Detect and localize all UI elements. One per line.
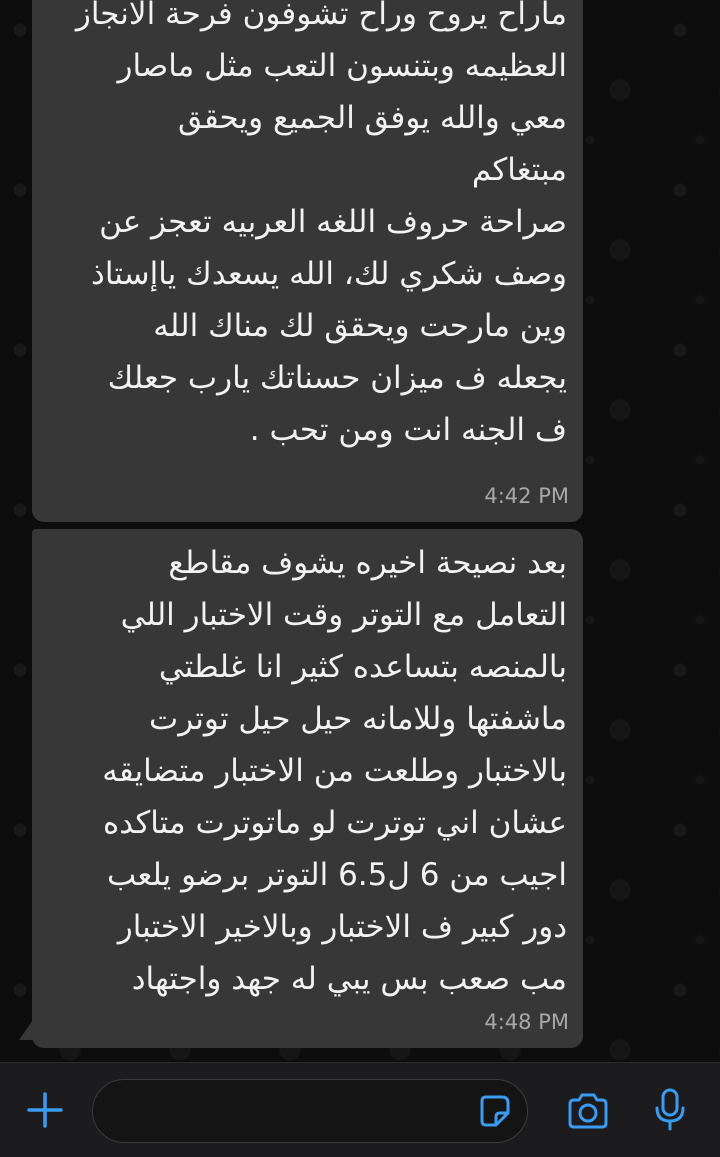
microphone-icon — [654, 1088, 686, 1132]
sticker-button[interactable] — [472, 1089, 516, 1133]
message-input[interactable] — [92, 1079, 528, 1143]
message-timestamp: 4:42 PM — [484, 484, 569, 508]
message-text: بعد نصيحة اخيره يشوف مقاطع التعامل مع التوتر وقت الاختبار اللي بالمنصه بتساعده كثير انا غلطتي ماشفتها وللامانه حيل حيل توترت بالاختبار وطلعت من الاختبار متضايقه عشان اني توترت لو ماتوترت متاكده اجيب من 6 ل6.5 التوتر برضو يلعب دور كبير ف الاختبار وبالاخير الاختبار مب صعب بس يبي له جهد واجتهاد — [102, 545, 567, 997]
message-composer-bar — [0, 1062, 720, 1157]
microphone-button[interactable] — [648, 1085, 692, 1135]
attach-button[interactable] — [22, 1087, 68, 1133]
message-bubble-tail — [19, 1020, 33, 1040]
message-bubble[interactable] — [32, 529, 583, 1048]
message-text: ماراح يروح وراح تشوفون فرحة الانجاز العظيمه وبتنسون التعب مثل ماصار معي والله يوفق الجميع ويحقق مبتغاكم صراحة حروف اللغه العربيه تعجز عن وصف شكري لك، الله يسعدك ياإستاذ وين مارحت ويحقق لك مناك الله يجعله ف ميزان حسناتك يارب جعلك ف الجنه انت ومن تحب . — [75, 0, 567, 448]
sticker-icon — [476, 1093, 512, 1129]
message-timestamp: 4:48 PM — [484, 1010, 569, 1034]
message-bubble[interactable] — [32, 0, 583, 522]
plus-icon — [25, 1090, 65, 1130]
camera-icon — [566, 1092, 610, 1130]
camera-button[interactable] — [564, 1089, 612, 1133]
